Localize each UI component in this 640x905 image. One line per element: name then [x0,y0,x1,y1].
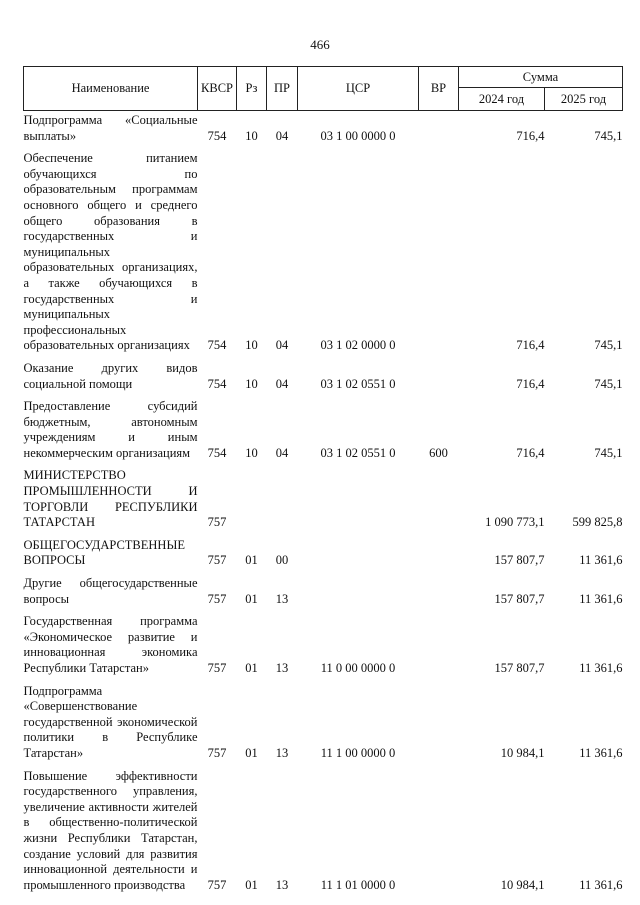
row-pr: 04 [275,338,289,353]
row-rz: 10 [245,445,258,460]
row-rz: 01 [245,553,258,568]
row-sum-2024: 157 807,7 [494,553,545,568]
table-row [24,679,623,764]
row-csr [298,571,419,609]
col-kvsr-header: КВСР [198,67,237,111]
row-vr [419,679,459,764]
row-sum-2025: 745,1 [594,338,623,353]
row-rz: 01 [245,745,258,760]
row-pr: 04 [275,376,289,391]
row-csr [298,533,419,571]
row-csr: 03 1 00 0000 0 [320,128,396,143]
row-pr: 13 [275,661,289,675]
row-sum-2024: 157 807,7 [494,591,545,606]
col-vr-header: ВР [419,67,459,111]
table-row [24,394,623,463]
budget-table [23,66,623,895]
row-vr: 600 [429,445,448,460]
row-kvsr: 754 [207,128,227,143]
row-vr [419,609,459,678]
table-row [24,571,623,609]
row-sum-2024: 716,4 [516,338,545,353]
row-csr: 03 1 02 0551 0 [320,445,396,460]
row-pr: 04 [275,445,289,460]
table-row [24,764,623,896]
row-kvsr: 757 [207,515,227,530]
row-sum-2025: 11 361,6 [579,877,623,892]
row-sum-2024: 10 984,1 [500,745,545,760]
row-kvsr: 757 [207,661,227,675]
row-name: Обеспечение питанием обучающихся по образовательным программам основного общего и среднего общего образования в государственных и муниципальных образовательных организациях, а также обучающихся в государственных и муниципальных профессиональных образовательных организациях [23,151,198,353]
row-sum-2025: 745,1 [594,128,623,143]
row-name: Государственная программа «Экономическое развитие и инновационная экономика Республики Татарстан» [23,614,198,675]
row-vr [419,356,459,394]
row-name: Оказание других видов социальной помощи [23,360,198,391]
row-name: Подпрограмма «Совершенствование государственной экономической политики в Республике Татарстан» [23,683,198,760]
table-row [24,356,623,394]
row-name: МИНИСТЕРСТВО ПРОМЫШЛЕННОСТИ И ТОРГОВЛИ РЕСПУБЛИКИ ТАТАРСТАН [23,468,198,530]
row-sum-2024: 10 984,1 [500,877,545,892]
row-vr [419,571,459,609]
row-sum-2025: 745,1 [594,445,623,460]
row-kvsr: 757 [207,591,227,606]
row-csr: 03 1 02 0000 0 [320,338,396,353]
col-csr-header: ЦСР [298,67,419,111]
row-sum-2025: 11 361,6 [579,745,623,760]
row-vr [419,764,459,896]
row-vr [419,146,459,356]
row-rz: 10 [245,128,258,143]
row-csr: 03 1 02 0551 0 [320,376,396,391]
row-kvsr: 757 [207,877,227,892]
row-sum-2025: 745,1 [594,376,623,391]
row-sum-2025: 11 361,6 [579,661,623,675]
page-number: 466 [310,37,330,52]
row-sum-2024: 1 090 773,1 [485,515,545,530]
row-pr: 00 [275,553,289,568]
row-rz: 01 [245,877,258,892]
row-pr [267,463,298,532]
row-pr: 13 [275,745,289,760]
row-name: Другие общегосударственные вопросы [23,576,198,606]
table-row [24,146,623,356]
row-sum-2024: 716,4 [516,128,545,143]
row-sum-2024: 716,4 [516,445,545,460]
row-sum-2024: 157 807,7 [494,661,545,675]
row-csr: 11 1 01 0000 0 [320,877,396,892]
row-pr: 13 [275,591,289,606]
row-vr [419,533,459,571]
row-rz: 01 [245,661,258,675]
col-2024-header: 2024 год [459,88,545,111]
table-header [24,67,623,111]
table-row [24,609,623,678]
row-sum-2025: 11 361,6 [579,553,623,568]
row-rz: 10 [245,338,258,353]
row-kvsr: 757 [207,553,227,568]
row-vr [419,463,459,532]
table-row [24,463,623,532]
row-csr: 11 0 00 0000 0 [320,661,396,675]
row-rz: 01 [245,591,258,606]
row-name: Повышение эффективности государственного управления, увеличение активности жителей в общественно-политической жизни Республики Татарстан, создание условий для развития инновационной деятельности и промышленного производства [23,768,198,892]
col-pr-header: ПР [267,67,298,111]
row-name: ОБЩЕГОСУДАРСТВЕННЫЕ ВОПРОСЫ [23,537,185,568]
row-rz: 10 [245,376,258,391]
row-rz [237,463,267,532]
row-kvsr: 754 [207,445,227,460]
row-sum-2024: 716,4 [516,376,545,391]
row-kvsr: 757 [207,745,227,760]
row-name: Предоставление субсидий бюджетным, автономным учреждениям и иным некоммерческим организациям [23,399,198,460]
col-sum-header: Сумма [459,67,623,88]
col-2025-header: 2025 год [545,88,623,111]
row-csr: 11 1 00 0000 0 [320,745,396,760]
row-sum-2025: 599 825,8 [572,515,623,530]
row-kvsr: 754 [207,376,227,391]
row-pr: 13 [275,877,289,892]
col-rz-header: Рз [237,67,267,111]
row-vr [419,111,459,147]
row-kvsr: 754 [207,338,227,353]
col-name-header: Наименование [24,67,198,111]
table-body [24,111,623,896]
table-row [24,533,623,571]
row-csr [298,463,419,532]
table-row [24,111,623,147]
row-sum-2025: 11 361,6 [579,591,623,606]
row-pr: 04 [275,128,289,143]
row-name: Подпрограмма «Социальные выплаты» [23,113,198,143]
